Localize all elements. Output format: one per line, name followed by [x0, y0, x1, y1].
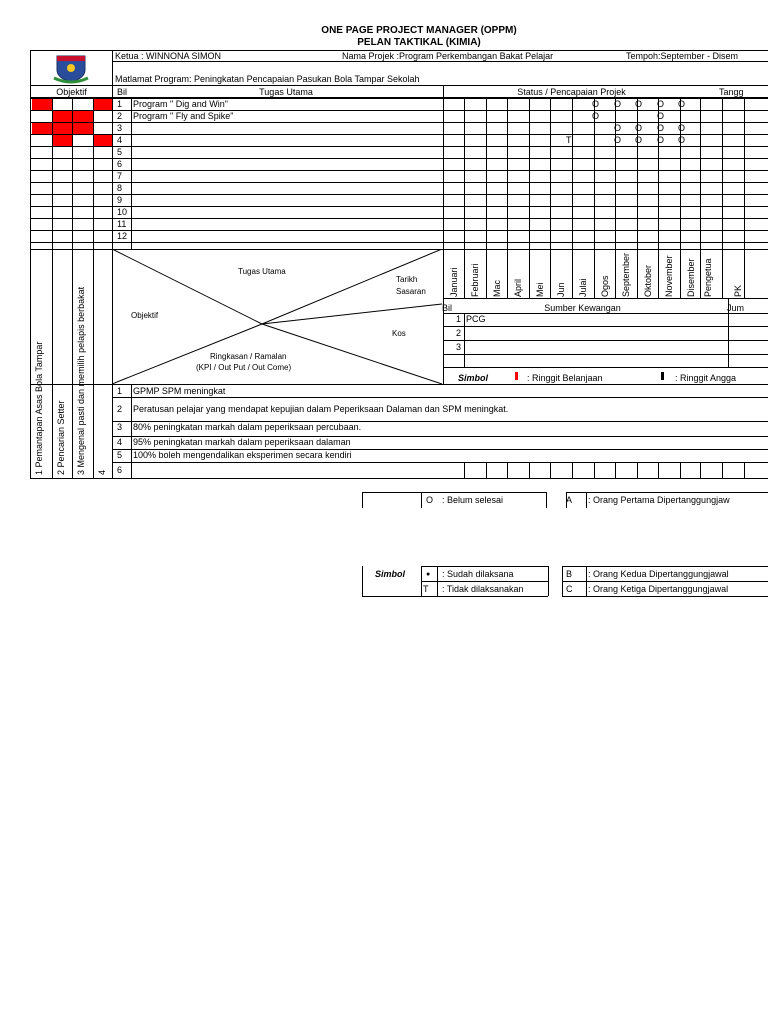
grid-line	[443, 298, 768, 299]
grid-line	[112, 397, 768, 398]
grid-line	[30, 478, 768, 479]
funding-bil-header: Bil	[442, 303, 453, 313]
grid-line	[464, 313, 465, 367]
grid-line	[529, 462, 530, 478]
legend-t: T	[423, 584, 429, 594]
project-name: Nama Projek :Program Perkembangan Bakat Pelajar	[342, 51, 554, 61]
kpi-number: 3	[117, 422, 123, 432]
grid-line	[744, 97, 745, 249]
grid-line	[562, 566, 563, 596]
diagram-kos: Kos	[392, 329, 406, 338]
grid-line	[464, 97, 465, 249]
grid-line	[507, 249, 508, 298]
kpi-text: 80% peningkatan markah dalam peperiksaan percubaan.	[133, 422, 362, 432]
grid-line	[562, 596, 768, 597]
grid-line	[443, 326, 768, 327]
funding-row-source: PCG	[466, 314, 486, 324]
grid-line	[562, 566, 768, 567]
grid-line	[507, 97, 508, 249]
objective-label: 2 Pencarian Setter	[56, 400, 66, 475]
grid-line	[700, 462, 701, 478]
funding-source-header: Sumber Kewangan	[544, 303, 621, 313]
grid-line	[572, 97, 573, 249]
grid-line	[93, 97, 94, 249]
grid-line	[131, 384, 132, 478]
ringgit-anggaran-label: : Ringgit Angga	[675, 373, 737, 383]
status-mark-o: O	[614, 123, 622, 133]
grid-line	[658, 249, 659, 298]
grid-line	[507, 462, 508, 478]
grid-line	[52, 97, 53, 249]
legend-a: A	[566, 495, 573, 505]
grid-line	[486, 249, 487, 298]
grid-line	[722, 249, 723, 298]
grid-line	[550, 462, 551, 478]
legend-orang-b: : Orang Kedua Dipertanggungjawal	[588, 569, 729, 579]
objective-marker	[93, 98, 112, 110]
month-label: Mac	[492, 279, 502, 297]
task-number: 5	[117, 147, 123, 157]
ketua-label: Ketua : WINNONA SIMON	[115, 51, 222, 61]
grid-line	[529, 97, 530, 249]
task-text: Program " Dig and Win"	[133, 99, 228, 109]
page-title: ONE PAGE PROJECT MANAGER (OPPM)	[321, 25, 517, 36]
grid-line	[421, 566, 548, 567]
status-mark-t: T	[566, 135, 572, 145]
kpi-text: 95% peningkatan markah dalam peperiksaan dalaman	[133, 437, 351, 447]
kpi-number: 6	[117, 465, 123, 475]
legend-c: C	[566, 584, 573, 594]
grid-line	[486, 97, 487, 249]
objective-label: 1 Pemantapan Asas Bola Tampar	[34, 341, 44, 475]
task-number: 10	[117, 207, 128, 217]
month-label: Disember	[686, 258, 696, 297]
grid-line	[594, 249, 595, 298]
status-mark-o: O	[635, 123, 643, 133]
grid-line	[572, 249, 573, 298]
funding-row-number: 1	[456, 314, 462, 324]
program-goal: Matlamat Program: Peningkatan Pencapaian Pasukan Bola Tampar Sekolah	[115, 74, 420, 84]
legend-tidak: : Tidak dilaksanakan	[442, 584, 524, 594]
grid-line	[615, 462, 616, 478]
grid-line	[572, 462, 573, 478]
month-label: Januari	[449, 267, 459, 297]
status-mark-o: O	[678, 135, 686, 145]
diagram-sasaran: Sasaran	[396, 287, 426, 296]
role-label: Pengetua	[703, 258, 713, 297]
status-mark-o: O	[657, 99, 665, 109]
month-label: November	[664, 255, 674, 297]
kpi-text: 100% boleh mengendalikan eksperimen secara kendiri	[133, 450, 352, 460]
legend-sudah: : Sudah dilaksana	[442, 569, 514, 579]
grid-line	[30, 50, 31, 478]
status-mark-o: O	[657, 123, 665, 133]
objective-label: 3 Mengenal pasti dan memilih pelapis berbakat	[76, 286, 86, 475]
grid-line	[464, 249, 465, 298]
grid-line	[550, 249, 551, 298]
grid-line	[546, 492, 547, 508]
status-mark-o: O	[635, 135, 643, 145]
grid-line	[30, 50, 768, 51]
grid-line	[548, 566, 549, 596]
diagram-tugas-utama: Tugas Utama	[238, 267, 286, 276]
legend-simbol: Simbol	[375, 569, 406, 579]
kpi-number: 1	[117, 386, 123, 396]
ringgit-belanjaan-label: : Ringgit Belanjaan	[527, 373, 603, 383]
grid-line	[72, 97, 73, 249]
objective-label: 4	[97, 469, 107, 475]
legend-orang-a: : Orang Pertama Dipertanggungjaw	[588, 495, 730, 505]
grid-line	[658, 462, 659, 478]
grid-line	[529, 249, 530, 298]
month-label: April	[513, 278, 523, 297]
grid-line	[421, 492, 422, 508]
funding-total-header: Jum	[727, 303, 745, 313]
grid-line	[722, 462, 723, 478]
objective-marker	[32, 122, 93, 134]
grid-line	[637, 249, 638, 298]
legend-b: B	[566, 569, 573, 579]
task-number: 2	[117, 111, 123, 121]
status-header: Status / Pencapaian Projek	[517, 87, 626, 97]
grid-line	[443, 340, 768, 341]
kpi-number: 5	[117, 450, 123, 460]
grid-line	[637, 97, 638, 249]
grid-line	[680, 249, 681, 298]
status-mark-o: O	[678, 123, 686, 133]
objective-marker	[32, 98, 52, 110]
diagram-ringkasan: Ringkasan / Ramalan	[210, 352, 287, 361]
simbol-label: Simbol	[458, 373, 489, 383]
funding-row-number: 2	[456, 328, 462, 338]
task-number: 3	[117, 123, 123, 133]
grid-line	[594, 97, 595, 249]
kpi-number: 2	[117, 404, 123, 414]
grid-line	[112, 462, 768, 463]
task-number: 8	[117, 183, 123, 193]
grid-line	[615, 249, 616, 298]
diagram-kpi: (KPI / Out Put / Out Come)	[196, 363, 292, 372]
grid-line	[586, 566, 587, 596]
project-period: Tempoh:September - Disem	[626, 51, 739, 61]
page-subtitle: PELAN TAKTIKAL (KIMIA)	[357, 37, 481, 48]
grid-line	[362, 492, 363, 508]
task-number: 6	[117, 159, 123, 169]
task-number: 9	[117, 195, 123, 205]
grid-line	[486, 462, 487, 478]
grid-line	[362, 596, 548, 597]
ringgit-belanjaan-swatch	[515, 372, 518, 380]
task-number: 1	[117, 99, 123, 109]
task-number: 12	[117, 231, 128, 241]
month-label: Oktober	[643, 264, 653, 297]
grid-line	[566, 492, 768, 493]
grid-line	[722, 97, 723, 249]
objective-marker	[93, 134, 112, 146]
legend-orang-c: : Orang Ketiga Dipertanggungjawal	[588, 584, 729, 594]
grid-line	[658, 97, 659, 249]
task-text: Program " Fly and Spike"	[133, 111, 234, 121]
grid-line	[362, 566, 363, 596]
grid-line	[52, 249, 53, 478]
month-label: Februari	[470, 263, 480, 297]
grid-line	[30, 384, 768, 385]
grid-line	[30, 85, 768, 86]
status-mark-o: O	[592, 111, 600, 121]
month-label: Ogos	[600, 275, 610, 297]
grid-line	[93, 249, 94, 478]
grid-line	[586, 492, 587, 508]
grid-line	[112, 61, 768, 62]
tangg-header: Tangg	[719, 87, 744, 97]
legend-belum: : Belum selesai	[442, 495, 504, 505]
status-mark-o: O	[635, 99, 643, 109]
grid-line	[744, 249, 745, 298]
role-label: PK	[733, 284, 743, 297]
objektif-header: Objektif	[56, 87, 87, 97]
grid-line	[562, 581, 768, 582]
grid-line	[594, 462, 595, 478]
tugas-utama-header: Tugas Utama	[259, 87, 313, 97]
month-label: Mei	[535, 282, 545, 297]
month-label: Julai	[578, 278, 588, 297]
grid-line	[680, 462, 681, 478]
legend-o: O	[426, 495, 434, 505]
objective-marker	[52, 134, 72, 146]
grid-line	[443, 354, 768, 355]
diagram-objektif: Objektif	[131, 311, 159, 320]
funding-row-number: 3	[456, 342, 462, 352]
status-mark-o: O	[614, 99, 622, 109]
grid-line	[700, 97, 701, 249]
grid-line	[362, 492, 546, 493]
month-label: Jun	[556, 282, 566, 297]
status-mark-o: O	[614, 135, 622, 145]
month-label: September	[621, 252, 631, 297]
task-number: 4	[117, 135, 123, 145]
status-mark-o: O	[657, 135, 665, 145]
status-mark-o: O	[657, 111, 665, 121]
kpi-text: GPMP SPM meningkat	[133, 386, 226, 396]
grid-line	[464, 462, 465, 478]
grid-line	[72, 249, 73, 478]
grid-line	[615, 97, 616, 249]
status-mark-o: O	[592, 99, 600, 109]
grid-line	[637, 462, 638, 478]
school-logo	[52, 54, 90, 84]
task-number: 7	[117, 171, 123, 181]
grid-line	[680, 97, 681, 249]
diagram-tarikh: Tarikh	[396, 275, 418, 284]
bil-header: Bil	[117, 87, 128, 97]
kpi-text: Peratusan pelajar yang mendapat kepujian dalam Peperiksaan Dalaman dan SPM meningkat.	[133, 404, 509, 414]
ringgit-anggaran-swatch	[661, 372, 664, 380]
grid-line	[443, 367, 768, 368]
grid-line	[421, 581, 548, 582]
task-number: 11	[117, 219, 127, 229]
legend-dot: ●	[426, 571, 431, 578]
grid-line	[131, 97, 132, 249]
kpi-number: 4	[117, 437, 123, 447]
status-mark-o: O	[678, 99, 686, 109]
grid-line	[700, 249, 701, 298]
grid-line	[550, 97, 551, 249]
grid-line	[744, 462, 745, 478]
